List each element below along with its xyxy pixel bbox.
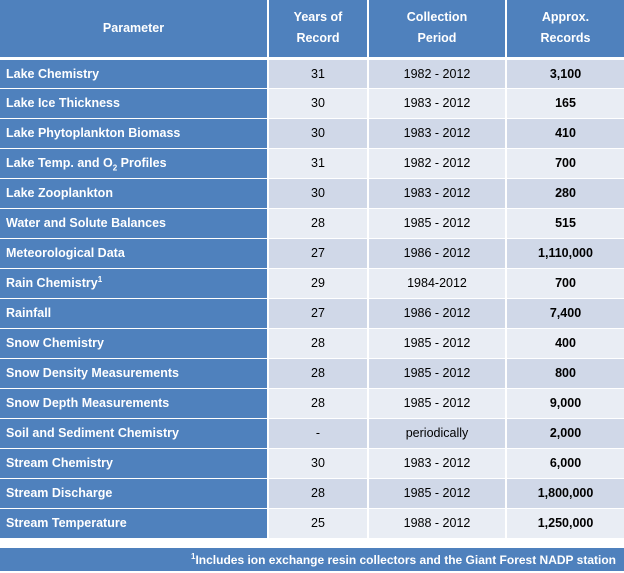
parameter-text: Rainfall [6,306,52,320]
footnote-text: Includes ion exchange resin collectors and the Giant Forest NADP station [195,553,616,567]
years-cell: 30 [268,118,368,148]
table-row [0,148,624,178]
parameter-text: Meteorological Data [6,246,125,260]
parameter-cell [0,448,268,478]
parameter-text: Soil and Sediment Chemistry [6,426,179,440]
years-cell: 27 [268,238,368,268]
table-row [0,448,624,478]
period-cell: 1983 - 2012 [368,178,506,208]
records-cell: 165 [506,88,624,118]
table-row [0,88,624,118]
parameter-cell [0,238,268,268]
parameter-cell [0,58,268,88]
period-cell: 1986 - 2012 [368,298,506,328]
header-records-line2: Records [540,31,591,46]
parameter-cell [0,268,268,298]
parameter-text-suffix: Profiles [117,156,167,170]
period-cell: 1983 - 2012 [368,118,506,148]
header-records-line1: Approx. [541,10,590,25]
period-cell: 1985 - 2012 [368,388,506,418]
parameter-cell [0,148,268,178]
parameter-text: Lake Temp. and O [6,156,113,170]
period-cell: 1988 - 2012 [368,508,506,538]
parameter-text: Lake Zooplankton [6,186,113,200]
table-header [0,0,624,58]
records-cell: 7,400 [506,298,624,328]
records-cell: 515 [506,208,624,238]
table-row [0,478,624,508]
years-cell: 28 [268,388,368,418]
period-cell: 1983 - 2012 [368,88,506,118]
records-cell: 9,000 [506,388,624,418]
header-records [506,0,624,58]
parameter-text: Snow Chemistry [6,336,104,350]
parameter-cell [0,508,268,538]
parameter-cell [0,388,268,418]
header-years [268,0,368,58]
header-years-line2: Record [296,31,340,46]
parameter-cell [0,478,268,508]
table-row [0,118,624,148]
header-row [0,0,624,58]
parameter-cell [0,358,268,388]
parameter-cell [0,178,268,208]
parameter-text: Snow Depth Measurements [6,396,170,410]
table-row [0,388,624,418]
parameter-text: Stream Discharge [6,486,113,500]
period-cell: 1985 - 2012 [368,328,506,358]
parameter-subscript: 2 [112,163,118,173]
years-cell: 25 [268,508,368,538]
header-period-line2: Period [417,31,457,46]
parameter-text: Stream Chemistry [6,456,113,470]
years-cell: 28 [268,208,368,238]
years-cell: 28 [268,478,368,508]
years-cell: 31 [268,58,368,88]
parameter-cell [0,298,268,328]
period-cell: periodically [368,418,506,448]
table-row [0,418,624,448]
parameter-text: Water and Solute Balances [6,216,166,230]
table-row [0,508,624,538]
parameter-text: Stream Temperature [6,516,127,530]
period-cell: 1984-2012 [368,268,506,298]
parameter-text: Rain Chemistry [6,276,98,290]
records-cell: 280 [506,178,624,208]
records-cell: 400 [506,328,624,358]
years-cell: 28 [268,358,368,388]
records-cell: 700 [506,148,624,178]
parameter-footnote-marker: 1 [97,274,103,284]
years-cell: 27 [268,298,368,328]
parameter-cell [0,418,268,448]
period-cell: 1985 - 2012 [368,478,506,508]
footnote [0,546,624,571]
records-cell: 6,000 [506,448,624,478]
records-cell: 3,100 [506,58,624,88]
table-row [0,328,624,358]
years-cell: 30 [268,88,368,118]
table-row [0,178,624,208]
parameter-cell [0,118,268,148]
period-cell: 1986 - 2012 [368,238,506,268]
parameter-text: Lake Ice Thickness [6,96,120,110]
parameter-text: Lake Chemistry [6,66,100,81]
records-cell: 1,800,000 [506,478,624,508]
records-cell: 410 [506,118,624,148]
table-body [0,58,624,538]
header-parameter-label: Parameter [102,20,165,35]
period-cell: 1985 - 2012 [368,358,506,388]
years-cell: 28 [268,328,368,358]
years-cell: 31 [268,148,368,178]
table-row [0,298,624,328]
years-cell: - [268,418,368,448]
header-parameter [0,0,268,58]
records-cell: 2,000 [506,418,624,448]
period-cell: 1983 - 2012 [368,448,506,478]
period-cell: 1985 - 2012 [368,208,506,238]
years-cell: 30 [268,178,368,208]
period-cell: 1982 - 2012 [368,58,506,88]
footnote-marker: 1 [191,552,196,561]
years-cell: 29 [268,268,368,298]
table-row [0,238,624,268]
period-cell: 1982 - 2012 [368,148,506,178]
parameter-text: Snow Density Measurements [6,366,179,380]
header-period [368,0,506,58]
parameter-cell [0,208,268,238]
table-row [0,268,624,298]
header-years-line1: Years of [293,10,343,25]
records-cell: 1,110,000 [506,238,624,268]
table-row [0,58,624,88]
records-cell: 800 [506,358,624,388]
parameter-cell [0,328,268,358]
records-cell: 700 [506,268,624,298]
records-cell: 1,250,000 [506,508,624,538]
header-period-line1: Collection [406,10,468,25]
table-row [0,208,624,238]
parameter-cell [0,88,268,118]
years-cell: 30 [268,448,368,478]
table-row [0,358,624,388]
parameter-text: Lake Phytoplankton Biomass [6,126,181,140]
